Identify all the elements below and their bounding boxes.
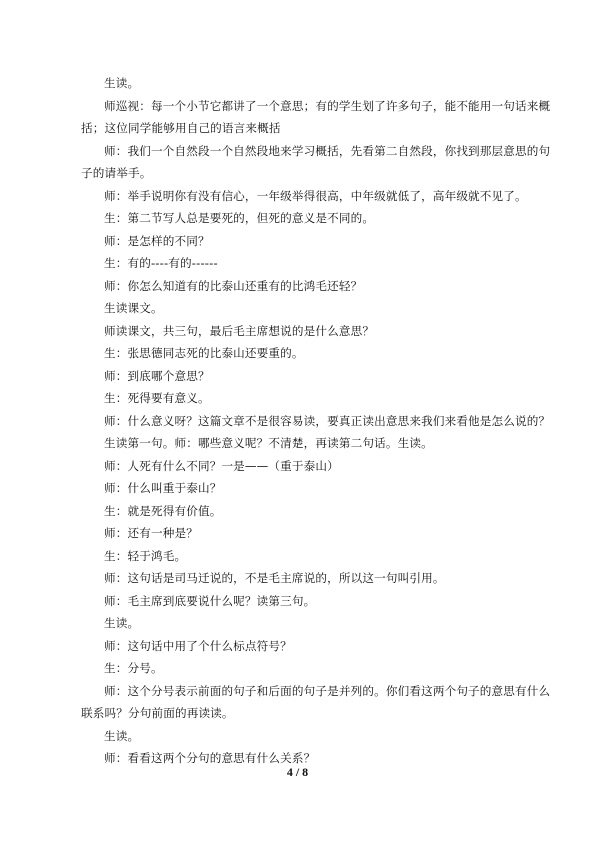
text-line: 师：什么叫重于泰山？	[104, 481, 222, 495]
text-line: 联系吗？分句前面的再读读。	[81, 706, 234, 720]
text-line: 师：毛主席到底要说什么呢？读第三句。	[104, 593, 316, 608]
text-line: 生：轻于鸿毛。	[104, 548, 187, 563]
text-line: 生：分号。	[104, 661, 163, 675]
text-line: 生：张思德同志死的比泰山还要重的。	[104, 346, 304, 360]
text-line: 师：是怎样的不同？	[104, 233, 210, 248]
text-line: 生读。	[104, 616, 140, 630]
text-line: 师：这句话中用了个什么标点符号？	[104, 638, 292, 653]
text-line: 生：有的----有的------	[104, 256, 218, 270]
text-line: 生读。	[104, 728, 140, 743]
text-line: 师读课文，共三句，最后毛主席想说的是什么意思？	[104, 323, 375, 338]
text-line: 师：到底哪个意思？	[104, 368, 210, 383]
text-line: 师：我们一个自然段一个自然段地来学习概括，先看第二自然段，你找到那层意思的句	[104, 143, 551, 158]
text-line: 生读课文。	[104, 301, 163, 315]
document-body	[81, 72, 551, 770]
text-line: 生：第二节写人总是要死的，但死的意义是不同的。	[104, 211, 375, 225]
text-line: 师：这个分号表示前面的句子和后面的句子是并列的。你们看这两个句子的意思有什么	[104, 683, 551, 698]
text-line: 师：什么意义呀？这篇文章不是很容易读，要真正读出意思来我们来看他是怎么说的？	[104, 413, 551, 428]
text-line: 师：还有一种是？	[104, 526, 198, 540]
page-number: 4 / 8	[286, 765, 309, 779]
text-line: 生读第一句。师：哪些意义呢？不清楚，再读第二句话。生读。	[104, 436, 433, 450]
text-line: 括；这位同学能够用自己的语言来概括	[81, 121, 281, 135]
text-line: 生读。	[104, 76, 140, 90]
text-line: 生：就是死得有价值。	[104, 503, 222, 518]
text-line: 师巡视：每一个小节它都讲了一个意思；有的学生划了许多句子，能不能用一句话来概	[104, 98, 551, 113]
text-line: 师：举手说明你有没有信心，一年级举得很高，中年级就低了，高年级就不见了。	[104, 188, 527, 203]
text-line: 师：这句话是司马迁说的，不是毛主席说的，所以这一句叫引用。	[104, 571, 445, 585]
text-line: 师：人死有什么不同？一是——（重于泰山）	[104, 458, 339, 473]
text-line: 子的请举手。	[81, 166, 152, 180]
text-line: 生：死得要有意义。	[104, 391, 210, 405]
text-line: 师：你怎么知道有的比泰山还重有的比鸿毛还轻？	[104, 278, 363, 293]
text-line: 师：看看这两个分句的意思有什么关系？	[104, 751, 316, 765]
